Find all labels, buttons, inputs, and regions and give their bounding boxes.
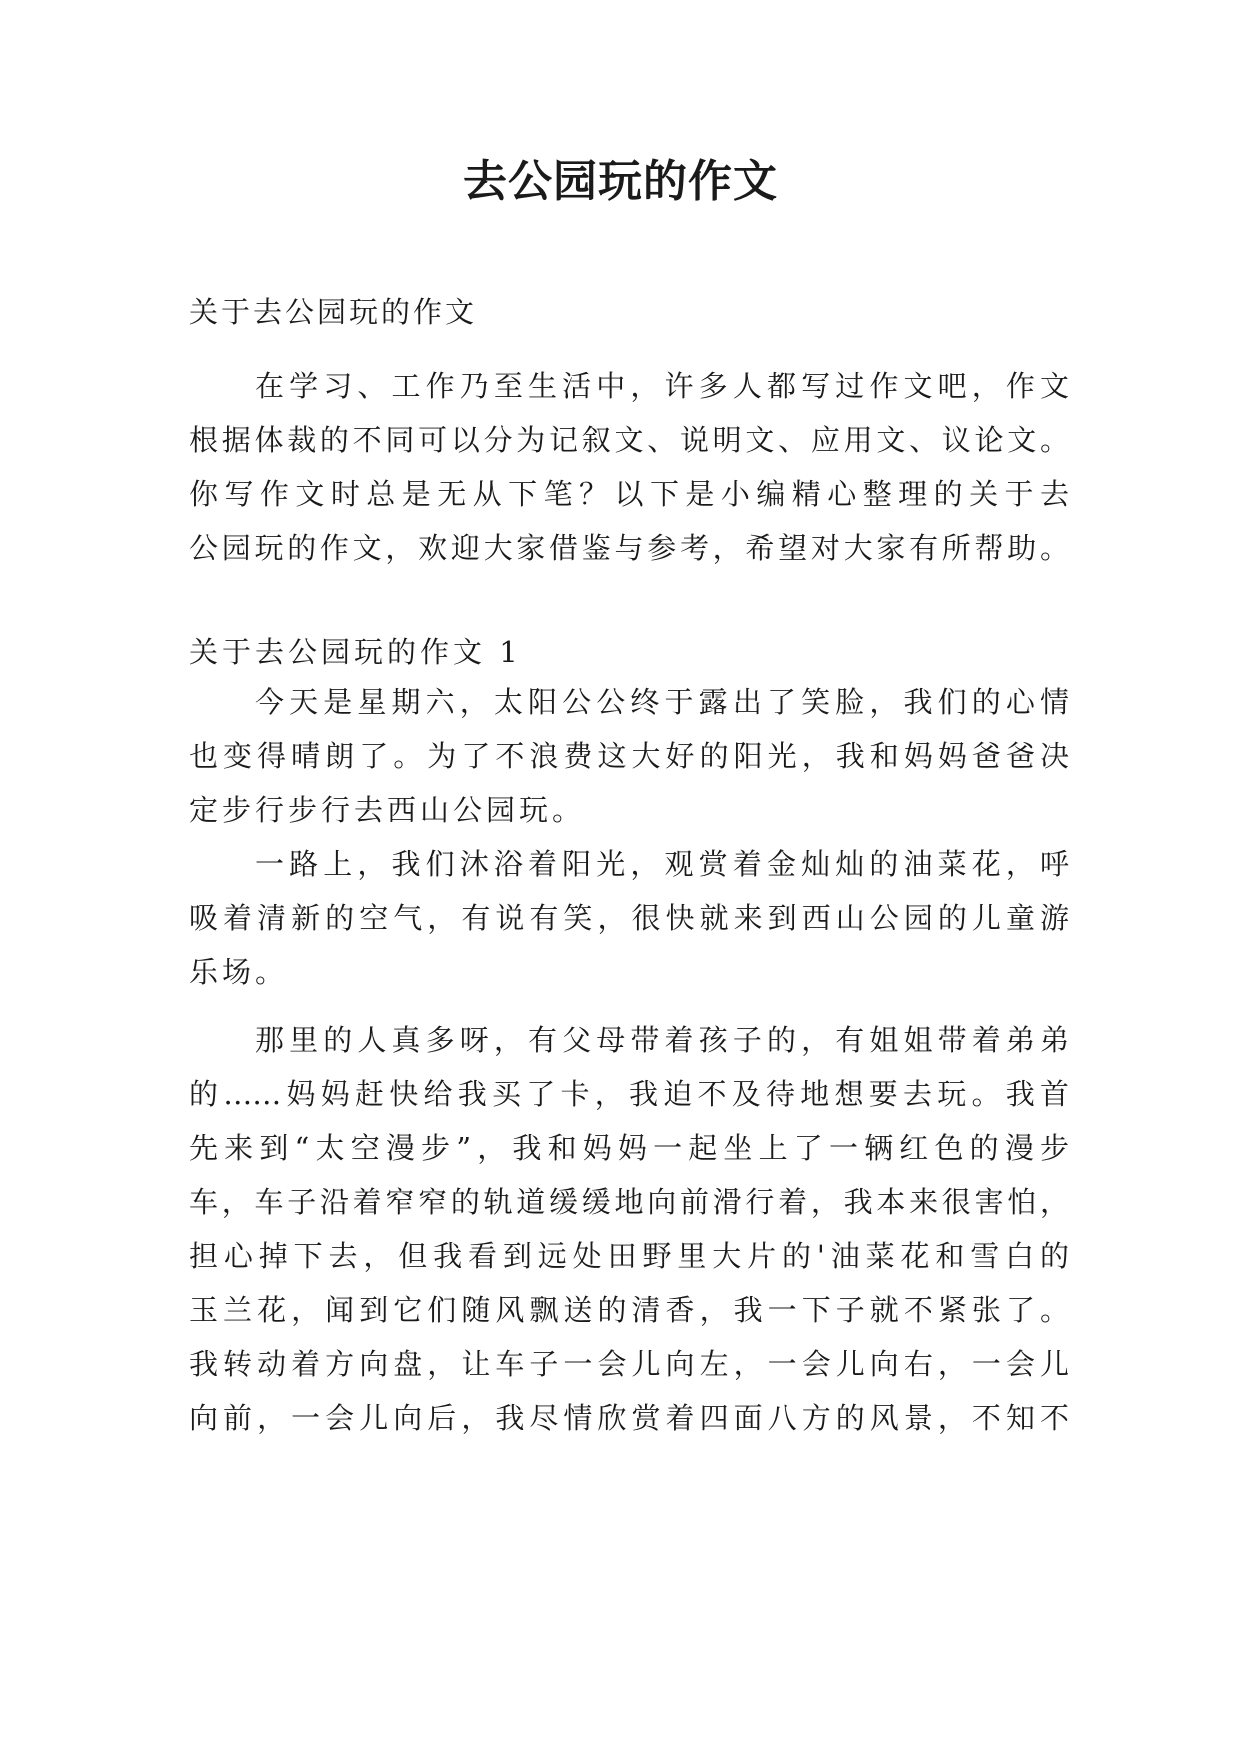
intro-line: 公园玩的作文，欢迎大家借鉴与参考，希望对大家有所帮助。	[189, 531, 1069, 565]
intro-line: 你写作文时总是无从下笔？以下是小编精心整理的关于去	[189, 477, 1069, 511]
body-line: 也变得晴朗了。为了不浪费这大好的阳光，我和妈妈爸爸决	[189, 739, 1069, 773]
body-line: 今天是星期六，太阳公公终于露出了笑脸，我们的心情	[255, 685, 1069, 719]
body-line: 一路上，我们沐浴着阳光，观赏着金灿灿的油菜花，呼	[255, 847, 1069, 881]
intro-line: 根据体裁的不同可以分为记叙文、说明文、应用文、议论文。	[189, 423, 1069, 457]
body-line: 向前，一会儿向后，我尽情欣赏着四面八方的风景，不知不	[189, 1401, 1069, 1435]
body-line: 的……妈妈赶快给我买了卡，我迫不及待地想要去玩。我首	[189, 1077, 1069, 1111]
body-line: 担心掉下去，但我看到远处田野里大片的'油菜花和雪白的	[189, 1239, 1069, 1273]
body-line: 定步行步行去西山公园玩。	[189, 793, 586, 827]
body-line: 那里的人真多呀，有父母带着孩子的，有姐姐带着弟弟	[255, 1023, 1069, 1057]
page-title: 去公园玩的作文	[463, 156, 778, 207]
body-line: 先来到“太空漫步”，我和妈妈一起坐上了一辆红色的漫步	[189, 1131, 1069, 1165]
body-line: 吸着清新的空气，有说有笑，很快就来到西山公园的儿童游	[189, 901, 1069, 935]
document-subtitle: 关于去公园玩的作文	[189, 295, 478, 329]
intro-line: 在学习、工作乃至生活中，许多人都写过作文吧，作文	[255, 369, 1069, 403]
body-line: 车，车子沿着窄窄的轨道缓缓地向前滑行着，我本来很害怕，	[189, 1185, 1069, 1219]
body-line: 我转动着方向盘，让车子一会儿向左，一会儿向右，一会儿	[189, 1347, 1069, 1381]
body-line: 玉兰花，闻到它们随风飘送的清香，我一下子就不紧张了。	[189, 1293, 1069, 1327]
body-line: 乐场。	[189, 955, 289, 989]
section-heading: 关于去公园玩的作文 1	[189, 635, 522, 669]
